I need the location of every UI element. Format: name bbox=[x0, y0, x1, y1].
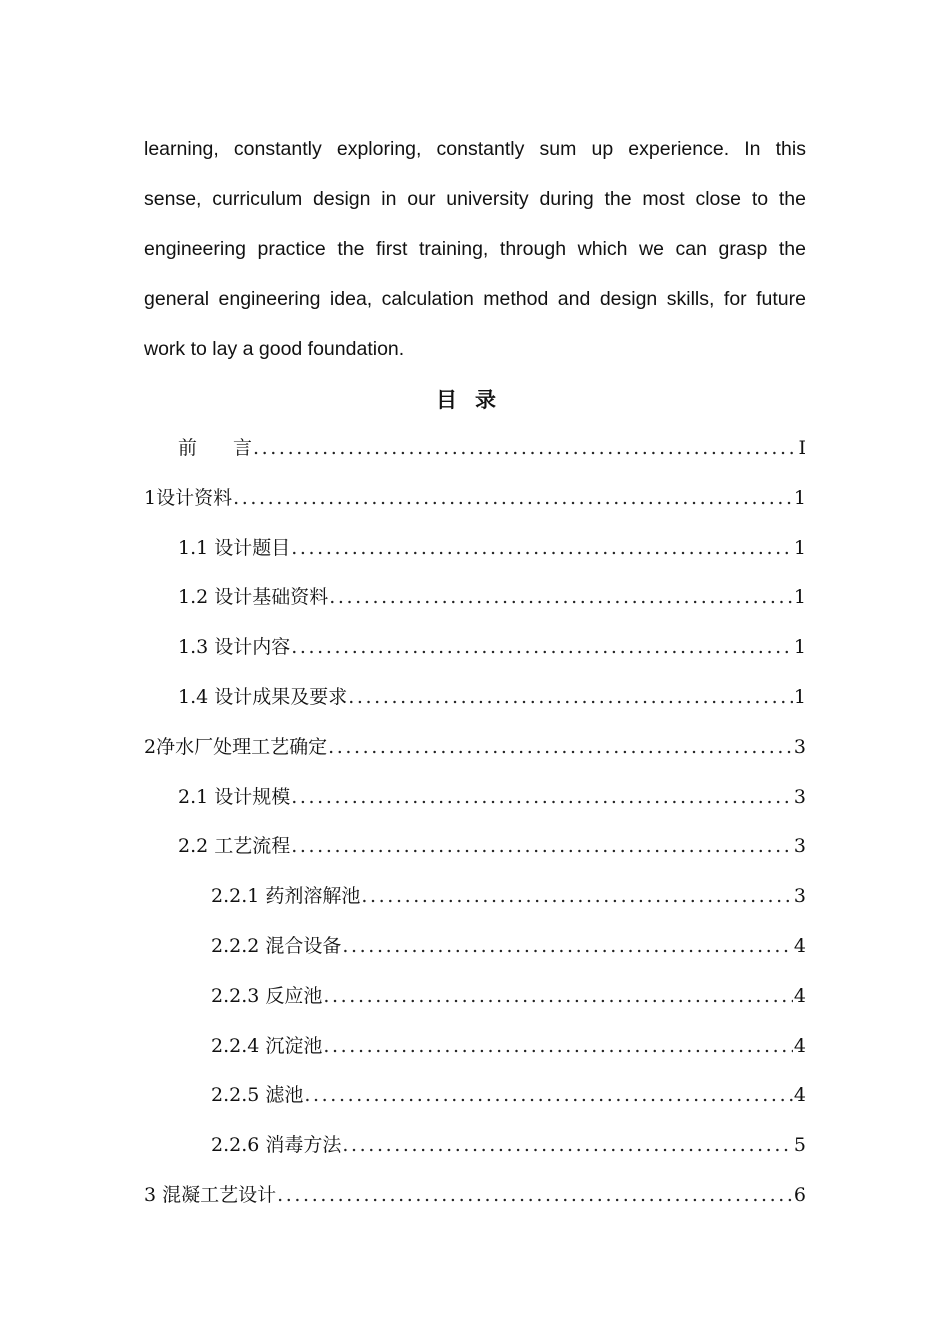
toc-entry-title: 1.4 设计成果及要求 bbox=[178, 685, 348, 708]
toc-entry[interactable] bbox=[144, 922, 806, 972]
toc-entry[interactable] bbox=[144, 972, 806, 1022]
toc-entry-title: 2.1 设计规模 bbox=[178, 785, 291, 808]
toc-entry-title: 前言 bbox=[178, 437, 289, 459]
toc-entry-title: 2.2.4 沉淀池 bbox=[211, 1034, 323, 1057]
toc-entry[interactable] bbox=[144, 573, 806, 623]
toc-entry-page: 1 bbox=[793, 685, 806, 708]
toc-entry[interactable] bbox=[144, 524, 806, 574]
paragraph-line: learning, constantly exploring, constantly sum up experience. In this bbox=[144, 138, 806, 160]
toc-entry[interactable] bbox=[144, 1171, 806, 1221]
toc-entry-title: 2净水厂处理工艺确定 bbox=[144, 735, 328, 758]
toc-leader-dots bbox=[304, 1071, 793, 1121]
toc-entry-page: 4 bbox=[793, 1084, 806, 1107]
toc-entry-page: 3 bbox=[793, 735, 806, 758]
toc-entry-page: 4 bbox=[793, 1034, 806, 1057]
toc-entry[interactable] bbox=[144, 872, 806, 922]
toc-entry-title: 1.2 设计基础资料 bbox=[178, 586, 329, 609]
toc-entry[interactable] bbox=[144, 424, 806, 474]
toc-entry-title: 2.2.6 消毒方法 bbox=[211, 1134, 342, 1157]
toc-entry-title: 1.3 设计内容 bbox=[178, 636, 291, 659]
toc-leader-dots bbox=[348, 673, 793, 723]
paragraph-line: sense, curriculum design in our university during the most close to the bbox=[144, 188, 806, 210]
toc-entry[interactable] bbox=[144, 673, 806, 723]
toc-entry-page: 1 bbox=[793, 636, 806, 659]
paragraph-line: work to lay a good foundation. bbox=[144, 338, 405, 360]
toc-entry[interactable] bbox=[144, 474, 806, 524]
toc-entry-title: 1设计资料 bbox=[144, 486, 233, 509]
toc-leader-dots bbox=[291, 524, 793, 574]
toc-leader-dots bbox=[233, 474, 793, 524]
toc-entry[interactable] bbox=[144, 1121, 806, 1171]
toc-leader-dots bbox=[291, 773, 793, 823]
toc-entry[interactable] bbox=[144, 1071, 806, 1121]
toc-entry-page: 1 bbox=[793, 486, 806, 509]
toc-leader-dots bbox=[323, 972, 793, 1022]
toc-entry-title: 2.2.1 药剂溶解池 bbox=[211, 885, 361, 908]
paragraph-line: engineering practice the first training, through which we can grasp the bbox=[144, 238, 806, 260]
toc-title: 目录 bbox=[436, 388, 514, 412]
toc-entry[interactable] bbox=[144, 773, 806, 823]
toc-leader-dots bbox=[342, 1121, 793, 1171]
toc-entry[interactable] bbox=[144, 623, 806, 673]
toc-entry-title: 2.2 工艺流程 bbox=[178, 835, 291, 858]
toc-entry-title: 1.1 设计题目 bbox=[178, 536, 291, 559]
toc-leader-dots bbox=[277, 1171, 793, 1221]
toc-leader-dots bbox=[253, 424, 797, 474]
toc-entry-page: 3 bbox=[793, 835, 806, 858]
toc-entry-page: 3 bbox=[793, 885, 806, 908]
toc-entry-page: 1 bbox=[793, 536, 806, 559]
toc-entry-page: 1 bbox=[793, 586, 806, 609]
toc-entry-title: 2.2.3 反应池 bbox=[211, 984, 323, 1007]
toc-entry[interactable] bbox=[144, 723, 806, 773]
toc-entry-page: 6 bbox=[793, 1183, 806, 1206]
table-of-contents bbox=[144, 424, 806, 1221]
toc-leader-dots bbox=[361, 872, 793, 922]
toc-leader-dots bbox=[291, 623, 793, 673]
toc-entry-page: I bbox=[798, 437, 806, 459]
toc-entry[interactable] bbox=[144, 822, 806, 872]
toc-entry-title: 3 混凝工艺设计 bbox=[144, 1183, 277, 1206]
toc-entry-title: 2.2.5 滤池 bbox=[211, 1084, 304, 1107]
toc-entry[interactable] bbox=[144, 1022, 806, 1072]
toc-leader-dots bbox=[328, 723, 793, 773]
abstract-paragraph bbox=[144, 124, 806, 374]
toc-leader-dots bbox=[291, 822, 793, 872]
toc-leader-dots bbox=[323, 1022, 793, 1072]
paragraph-line: general engineering idea, calculation method and design skills, for future bbox=[144, 288, 806, 310]
toc-entry-title: 2.2.2 混合设备 bbox=[211, 934, 342, 957]
toc-entry-page: 5 bbox=[793, 1134, 806, 1157]
toc-entry-page: 4 bbox=[793, 934, 806, 957]
toc-entry-page: 3 bbox=[793, 785, 806, 808]
toc-entry-page: 4 bbox=[793, 984, 806, 1007]
toc-leader-dots bbox=[342, 922, 793, 972]
toc-leader-dots bbox=[329, 573, 793, 623]
